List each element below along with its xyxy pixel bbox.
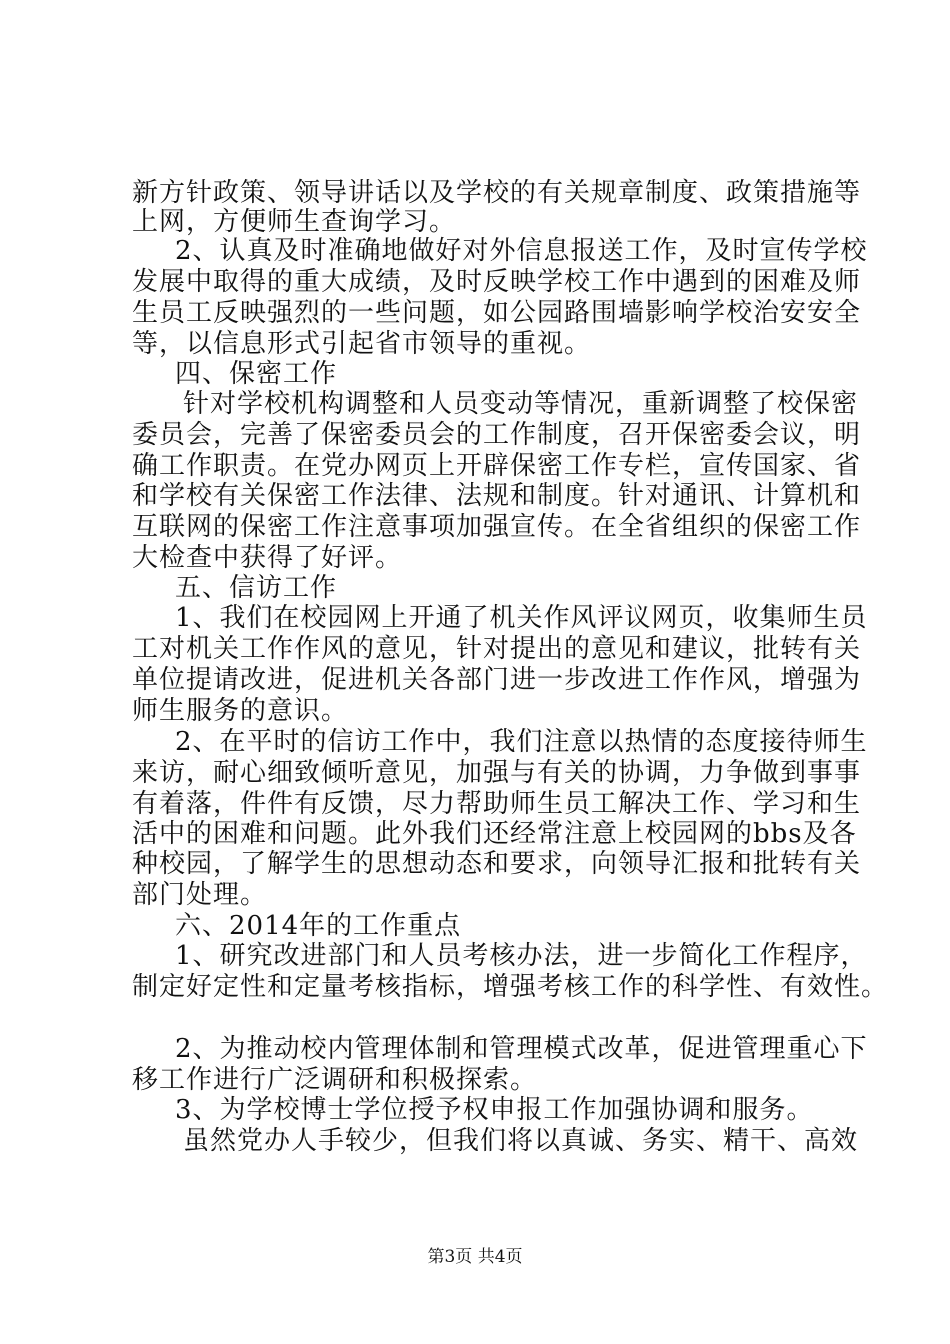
- body-line: 种校园，了解学生的思想动态和要求，向领导汇报和批转有关: [132, 849, 862, 879]
- body-line: 和学校有关保密工作法律、法规和制度。针对通讯、计算机和: [132, 481, 862, 511]
- body-line: 有着落，件件有反馈，尽力帮助师生员工解决工作、学习和生: [132, 789, 862, 819]
- body-line: 来访，耐心细致倾听意见，加强与有关的协调，力争做到事事: [132, 758, 862, 788]
- body-line: 2、在平时的信访工作中，我们注意以热情的态度接待师生: [175, 727, 868, 757]
- body-line: 单位提请改进，促进机关各部门进一步改进工作作风，增强为: [132, 665, 862, 695]
- body-line: 1、我们在校园网上开通了机关作风评议网页，收集师生员: [175, 603, 868, 633]
- body-line: 虽然党办人手较少，但我们将以真诚、务实、精干、高效: [183, 1126, 859, 1156]
- body-line: 等，以信息形式引起省市领导的重视。: [132, 329, 592, 359]
- body-line: 互联网的保密工作注意事项加强宣传。在全省组织的保密工作: [132, 512, 862, 542]
- body-line: 针对学校机构调整和人员变动等情况，重新调整了校保密: [183, 389, 859, 419]
- body-line: 发展中取得的重大成绩，及时反映学校工作中遇到的困难及师: [132, 267, 862, 297]
- body-line: 工对机关工作作风的意见，针对提出的意见和建议，批转有关: [132, 634, 862, 664]
- body-line: 部门处理。: [132, 880, 268, 910]
- body-line: 新方针政策、领导讲话以及学校的有关规章制度、政策措施等: [132, 178, 862, 208]
- page-footer: 第3页 共4页: [427, 1247, 523, 1267]
- body-line: 大检查中获得了好评。: [132, 543, 403, 573]
- body-line: 生员工反映强烈的一些问题，如公园路围墙影响学校治安安全: [132, 298, 862, 328]
- body-line: 师生服务的意识。: [132, 696, 349, 726]
- body-line: 1、研究改进部门和人员考核办法，进一步简化工作程序，: [175, 941, 868, 971]
- body-line: 上网，方便师生查询学习。: [132, 207, 457, 237]
- section-heading: 四、保密工作: [175, 359, 338, 389]
- body-line: 制定好定性和定量考核指标，增强考核工作的科学性、有效性。: [132, 972, 889, 1002]
- section-heading: 六、2014年的工作重点: [175, 911, 462, 941]
- body-line: 3、为学校博士学位授予权申报工作加强协调和服务。: [175, 1095, 814, 1125]
- section-heading: 五、信访工作: [175, 573, 338, 603]
- body-line: 活中的困难和问题。此外我们还经常注意上校园网的bbs及各: [132, 819, 857, 849]
- body-line: 2、认真及时准确地做好对外信息报送工作，及时宣传学校: [175, 236, 868, 266]
- body-line: 移工作进行广泛调研和积极探索。: [132, 1065, 538, 1095]
- body-line: 确工作职责。在党办网页上开辟保密工作专栏，宣传国家、省: [132, 451, 862, 481]
- body-line: 委员会，完善了保密委员会的工作制度，召开保密委会议，明: [132, 420, 862, 450]
- body-line: 2、为推动校内管理体制和管理模式改革，促进管理重心下: [175, 1034, 868, 1064]
